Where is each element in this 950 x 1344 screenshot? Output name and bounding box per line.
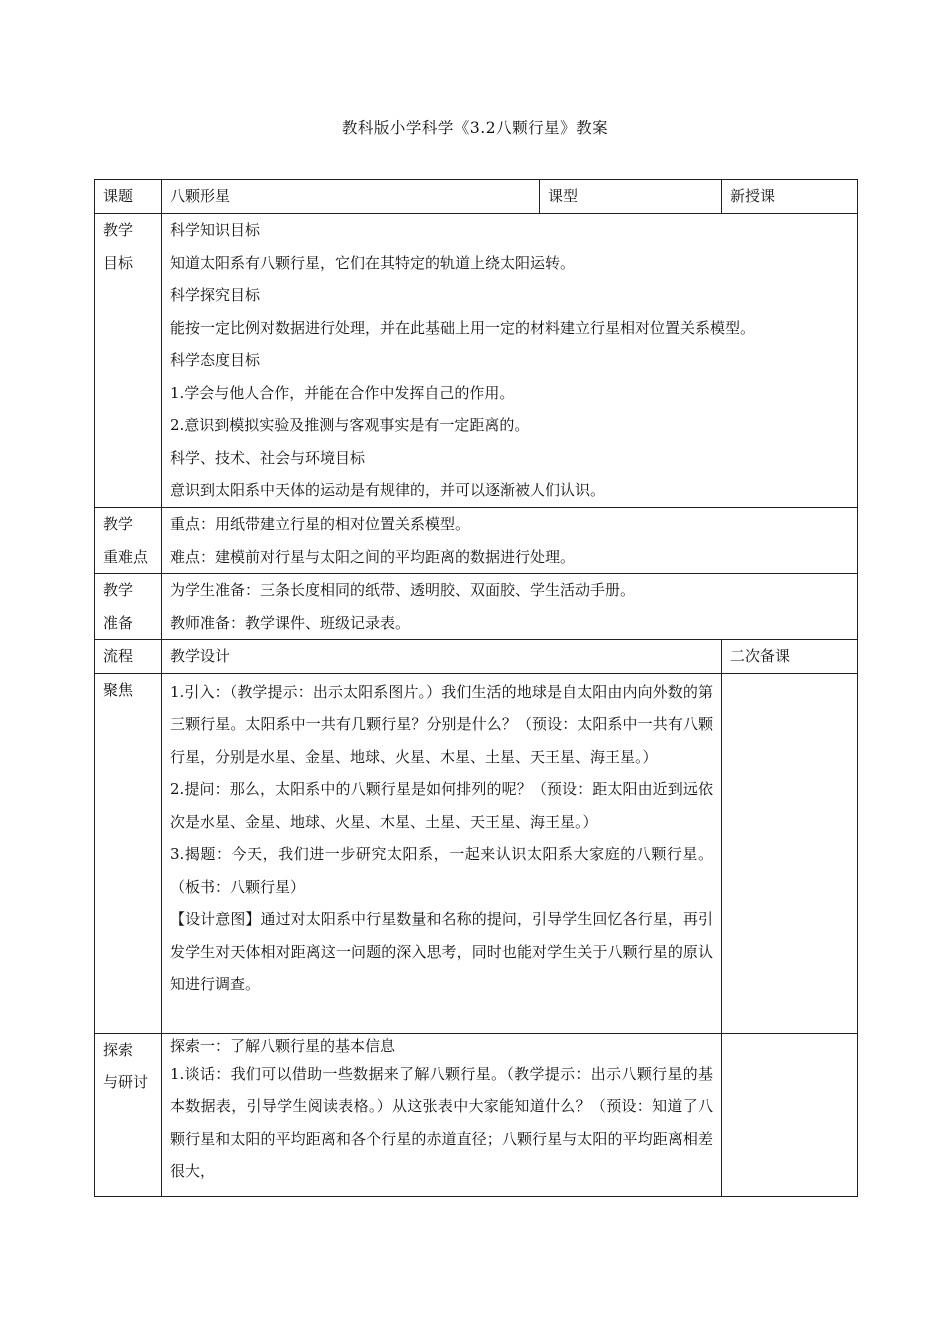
goal-line: 意识到太阳系中天体的运动是有规律的，并可以逐渐被人们认识。: [170, 481, 606, 499]
focus-second-prep: [722, 673, 858, 1033]
key-point-line: 重点：用纸带建立行星的相对位置关系模型。: [170, 515, 471, 533]
goal-line: 1.学会与他人合作，并能在合作中发挥自己的作用。: [170, 383, 515, 402]
goals-row: [95, 214, 858, 508]
explore-label: 探索 与研讨: [95, 1033, 162, 1196]
focus-paragraph: 2.提问：那么，太阳系中的八颗行星是如何排列的呢？（预设：距太阳由近到远依次是水星、金星、地球、火星、木星、土星、天王星、海王星。）: [170, 780, 713, 831]
lesson-plan-table: [94, 179, 858, 1197]
key-points-content: [162, 508, 858, 574]
explore-row: [95, 1033, 858, 1196]
goal-line: 2.意识到模拟实验及推测与客观事实是有一定距离的。: [170, 416, 530, 434]
focus-paragraph: 【设计意图】通过对太阳系中行星数量和名称的提问，引导学生回忆各行星，再引发学生对天体相对距离这一问题的深入思考，同时也能对学生关于八颗行星的原认知进行调查。: [170, 910, 713, 993]
key-point-line: 难点：建模前对行星与太阳之间的平均距离的数据进行处理。: [170, 547, 576, 566]
preparation-line: 为学生准备：三条长度相同的纸带、透明胶、双面胶、学生活动手册。: [170, 581, 636, 599]
process-header-design: 教学设计: [162, 640, 722, 674]
goal-line: 科学态度目标: [170, 351, 261, 369]
explore-content: [162, 1033, 722, 1196]
focus-paragraph: 1.引入：（教学提示：出示太阳系图片。）我们生活的地球是自太阳由内向外数的第三颗行星。太阳系中一共有几颗行星？分别是什么？（预设：太阳系中一共有八颗行星，分别是水星、金星、地球、火星、木星、土星、天王星、海王星。）: [170, 682, 713, 766]
goals-label: 教学 目标: [95, 214, 162, 508]
explore-paragraph: 1.谈话：我们可以借助一些数据来了解八颗行星。（教学提示：出示八颗行星的基本数据表，引导学生阅读表格。）从这张表中大家能知道什么？（预设：知道了八颗行星和太阳的平均距离和各个行星的赤道直径；八颗行星与太阳的平均距离相差很大，: [170, 1064, 713, 1180]
lesson-type-label: 课型: [540, 180, 722, 214]
focus-row: [95, 673, 858, 1033]
process-header-row: [95, 640, 858, 674]
topic-value: 八颗形星: [162, 180, 540, 214]
focus-label: 聚焦: [95, 673, 162, 1033]
goals-content: [162, 214, 858, 508]
process-header-flow: 流程: [95, 640, 162, 674]
preparation-line: 教师准备：教学课件、班级记录表。: [170, 613, 411, 632]
document-title: 教科版小学科学《3.2八颗行星》教案: [341, 119, 609, 137]
key-points-row: [95, 508, 858, 574]
goal-line: 知道太阳系有八颗行星，它们在其特定的轨道上绕太阳运转。: [170, 253, 576, 272]
preparation-content: [162, 574, 858, 640]
focus-paragraph: 3.揭题：今天，我们进一步研究太阳系，一起来认识太阳系大家庭的八颗行星。（板书：八颗行星）: [170, 845, 713, 896]
focus-content: [162, 673, 722, 1033]
topic-label: 课题: [95, 180, 162, 214]
lesson-type-value: 新授课: [722, 180, 858, 214]
goal-line: 能按一定比例对数据进行处理，并在此基础上用一定的材料建立行星相对位置关系模型。: [170, 318, 756, 337]
key-points-label: 教学 重难点: [95, 508, 162, 574]
goal-line: 科学探究目标: [170, 286, 261, 304]
goal-line: 科学、技术、社会与环境目标: [170, 448, 366, 467]
process-header-second-prep: 二次备课: [722, 640, 858, 674]
topic-row: [95, 180, 858, 214]
preparation-label: 教学 准备: [95, 574, 162, 640]
explore-second-prep: [722, 1033, 858, 1196]
goal-line: 科学知识目标: [170, 221, 261, 239]
explore-heading: 探索一：了解八颗行星的基本信息: [170, 1036, 396, 1055]
preparation-row: [95, 574, 858, 640]
